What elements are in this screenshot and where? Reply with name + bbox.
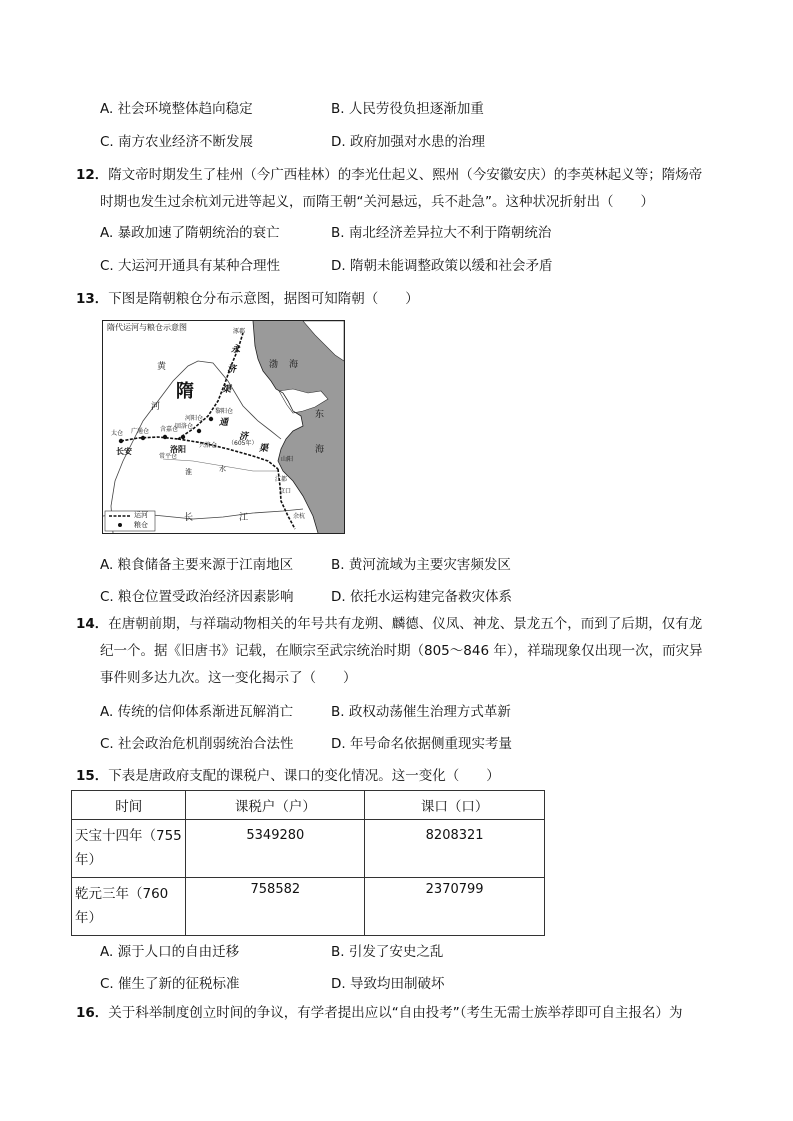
cell-text: 天宝十四年（755 年） — [75, 828, 182, 868]
table-row — [72, 878, 545, 936]
map-label-changan: 长安 — [116, 447, 132, 456]
table-header-time: 时间 — [72, 791, 186, 820]
map-label-guangtong: 广通仓 — [131, 428, 150, 435]
q16-number: 16． — [76, 1005, 109, 1021]
q12-stem-line2: 时期也发生过余杭刘元进等起义，而隋王朝“关河悬远，兵不赴急”。这种状况折射出（ ） — [100, 194, 654, 210]
map-label-tongji-ji: 济 — [239, 432, 249, 442]
q14-stem-line2: 纪一个。据《旧唐书》记载，在顺宗至武宗统治时期（805～846 年），祥瑞现象仅出现一次，而灾异 — [100, 643, 703, 659]
map-label-hanjia: 含嘉仓 — [160, 426, 179, 433]
sui-granary-map — [102, 320, 345, 534]
map-label-hai: 海 — [289, 360, 299, 370]
map-label-bo: 渤 — [269, 360, 279, 370]
q14-text-1: 在唐朝前期，与祥瑞动物相关的年号共有龙朔、麟德、仪凤、神龙、景龙五个，而到了后期，仅有龙 — [108, 616, 703, 632]
q12-option-d: D. 隋朝未能调整政策以缓和社会矛盾 — [331, 258, 553, 274]
yellow-river — [111, 361, 281, 533]
q11-option-c: C. 南方农业经济不断发展 — [100, 134, 254, 150]
map-label-taicang: 太仓 — [111, 430, 124, 437]
granary-dot — [181, 435, 185, 439]
legend-granary-label: 粮仓 — [134, 521, 148, 529]
q16-text-1: 关于科举制度创立时间的争议，有学者提出应以“自由投考”（考生无需士族举荐即可自主报名）为 — [108, 1005, 683, 1021]
map-label-sui: 隋 — [176, 381, 194, 402]
map-label-chang: 长 — [184, 513, 194, 523]
map-label-dong: 东 — [315, 410, 325, 420]
map-label-huai: 淮 — [185, 468, 192, 476]
guangtong-canal — [121, 437, 178, 441]
q14-stem-line1 — [76, 612, 702, 632]
q12-option-a: A. 暴政加速了隋朝统治的衰亡 — [100, 225, 280, 241]
q14-stem-line3: 事件则多达九次。这一变化揭示了（ ） — [100, 670, 357, 686]
tax-table — [71, 790, 545, 936]
map-label-liyang: 黎阳仓 — [215, 408, 234, 415]
q14-option-c: C. 社会政治危机削弱统治合法性 — [100, 736, 294, 752]
table-cell-households — [186, 820, 365, 878]
cell-value: 8208321 — [425, 828, 484, 843]
q11-option-b: B. 人民劳役负担逐渐加重 — [331, 101, 484, 117]
q15-option-b: B. 引发了安史之乱 — [331, 944, 444, 960]
q15-option-d: D. 导致均田制破坏 — [331, 976, 445, 992]
map-label-he: 河 — [151, 402, 161, 412]
sea-area — [253, 321, 344, 533]
table-cell-persons — [365, 878, 545, 936]
table-cell-households — [186, 878, 365, 936]
map-label-year: （605年） — [228, 440, 258, 447]
map-label-shanyang: 山阳 — [281, 456, 294, 463]
map-label-ji: 济 — [227, 365, 237, 375]
granary-dot — [163, 435, 167, 439]
table-cell-persons — [365, 820, 545, 878]
q14-option-b: B. 政权动荡催生治理方式革新 — [331, 704, 511, 720]
map-label-huang: 黄 — [157, 362, 167, 372]
map-label-huiluo: 回洛仓 — [175, 423, 194, 430]
table-header-households: 课税户（户） — [186, 791, 365, 820]
q15-number: 15． — [76, 768, 109, 784]
cell-value: 2370799 — [425, 882, 484, 897]
granary-dot — [197, 429, 201, 433]
map-label-heyang: 河阳仓 — [185, 415, 204, 422]
map-title: 隋代运河与粮仓示意图 — [107, 323, 187, 332]
map-label-changping: 常平仓 — [159, 453, 178, 460]
q15-option-c: C. 催生了新的征税标准 — [100, 976, 240, 992]
q13-option-c: C. 粮仓位置受政治经济因素影响 — [100, 589, 294, 605]
map-label-tongji-qu: 渠 — [259, 444, 269, 454]
q12-number: 12． — [76, 167, 109, 183]
q13-option-b: B. 黄河流域为主要灾害频发区 — [331, 557, 511, 573]
granary-dot — [141, 436, 145, 440]
q15-option-a: A. 源于人口的自由迁移 — [100, 944, 240, 960]
q14-option-d: D. 年号命名依据侧重现实考量 — [331, 736, 512, 752]
q13-option-d: D. 依托水运构建完备救灾体系 — [331, 589, 512, 605]
q15-text-1: 下表是唐政府支配的课税户、课口的变化情况。这一变化（ ） — [108, 768, 500, 784]
q14-number: 14． — [76, 616, 109, 632]
map-label-jiang: 江 — [239, 513, 249, 523]
table-cell-time — [72, 820, 186, 878]
map-label-donghai-sea: 海 — [315, 445, 325, 455]
map-label-luoyang: 洛阳 — [170, 445, 186, 454]
granary-dot — [209, 417, 213, 421]
map-label-tong: 通 — [219, 418, 229, 428]
table-row — [72, 820, 545, 878]
q13-option-a: A. 粮食储备主要来源于江南地区 — [100, 557, 294, 573]
q12-stem-line1 — [76, 163, 702, 183]
table-header-persons: 课口（口） — [365, 791, 545, 820]
cell-text: 乾元三年（760 年） — [75, 886, 169, 926]
q13-number: 13． — [76, 291, 109, 307]
map-label-jingkou: 京口 — [279, 488, 292, 495]
map-label-xingluo: 兴洛仓 — [199, 442, 218, 449]
q15-stem-line1 — [76, 764, 500, 784]
cell-value: 758582 — [250, 882, 301, 897]
map-label-yong: 永 — [231, 345, 241, 355]
q13-text-1: 下图是隋朝粮仓分布示意图，据图可知隋朝（ ） — [108, 291, 419, 307]
legend-granary-dot — [118, 523, 122, 527]
map-label-qu: 渠 — [222, 385, 232, 395]
q12-text-1: 隋文帝时期发生了桂州（今广西桂林）的李光仕起义、熙州（今安徽安庆）的李英林起义等；隋炀帝 — [108, 167, 703, 183]
map-label-jiangdu: 江都 — [275, 476, 288, 483]
q16-stem-line1 — [76, 1001, 683, 1021]
q12-option-c: C. 大运河开通具有某种合理性 — [100, 258, 281, 274]
map-label-shui: 水 — [219, 465, 226, 473]
legend-canal-label: 运河 — [134, 511, 148, 519]
table-header-row — [72, 791, 545, 820]
q12-option-b: B. 南北经济差异拉大不利于隋朝统治 — [331, 225, 552, 241]
q14-option-a: A. 传统的信仰体系渐进瓦解消亡 — [100, 704, 294, 720]
map-label-yuhang: 余杭 — [293, 513, 306, 520]
q11-option-d: D. 政府加强对水患的治理 — [331, 134, 485, 150]
table-cell-time — [72, 878, 186, 936]
granary-dot — [119, 439, 123, 443]
q11-option-a: A. 社会环境整体趋向稳定 — [100, 101, 253, 117]
cell-value: 5349280 — [246, 828, 305, 843]
q13-stem-line1 — [76, 287, 419, 307]
map-label-zhuojun: 涿郡 — [233, 328, 246, 335]
